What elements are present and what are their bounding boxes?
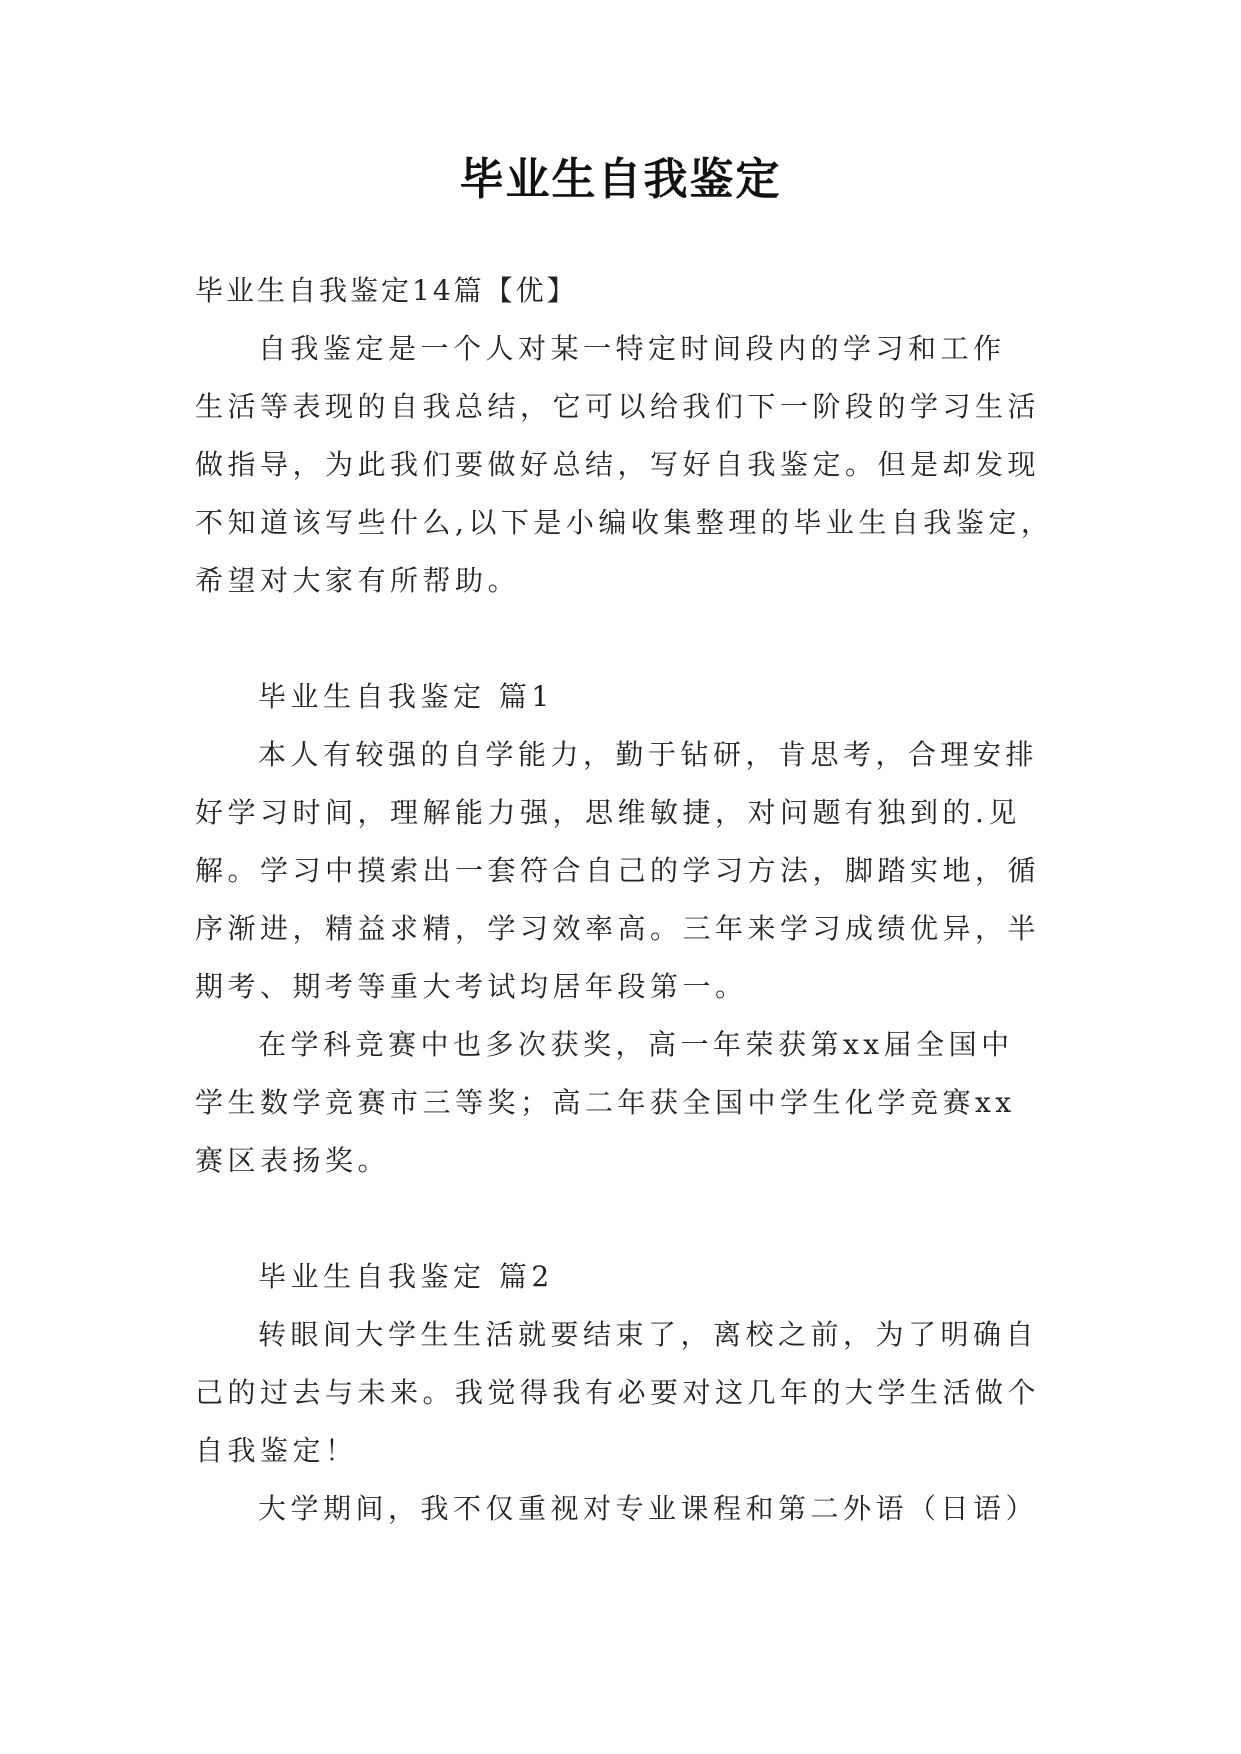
paragraph-line: 自我鉴定！ xyxy=(195,1434,358,1467)
intro-paragraph xyxy=(195,320,1054,610)
paragraph-line: 本人有较强的自学能力，勤于钻研，肯思考，合理安排 xyxy=(258,738,1039,771)
section2-paragraph-1 xyxy=(195,1306,1050,1480)
paragraph-line: 自我鉴定是一个人对某一特定时间段内的学习和工作 xyxy=(258,332,1006,365)
paragraph-line: 期考、期考等重大考试均居年段第一。 xyxy=(195,970,748,1003)
document-subtitle: 毕业生自我鉴定14篇【优】 xyxy=(195,274,578,307)
paragraph-line: 学生数学竞赛市三等奖；高二年获全国中学生化学竞赛xx xyxy=(195,1086,1016,1119)
section-heading: 毕业生自我鉴定 篇2 xyxy=(258,1260,554,1293)
section-heading: 毕业生自我鉴定 篇1 xyxy=(258,680,554,713)
paragraph-line: 赛区表扬奖。 xyxy=(195,1144,391,1177)
spacer xyxy=(195,1190,1050,1248)
paragraph-line: 生活等表现的自我总结，它可以给我们下一阶段的学习生活 xyxy=(195,390,1041,423)
paragraph-line: 解。学习中摸索出一套符合自己的学习方法，脚踏实地，循 xyxy=(195,854,1041,887)
paragraph-line: 转眼间大学生生活就要结束了，离校之前，为了明确自 xyxy=(258,1318,1039,1351)
section1-paragraph-2 xyxy=(195,1016,1050,1190)
paragraph-line: 序渐进，精益求精，学习效率高。三年来学习成绩优异，半 xyxy=(195,912,1041,945)
paragraph-line: 在学科竞赛中也多次获奖，高一年荣获第xx届全国中 xyxy=(258,1028,1014,1061)
paragraph-line: 己的过去与未来。我觉得我有必要对这几年的大学生活做个 xyxy=(195,1376,1041,1409)
paragraph-line: 不知道该写些什么,以下是小编收集整理的毕业生自我鉴定， xyxy=(195,506,1054,539)
section2-paragraph-2 xyxy=(195,1480,1050,1538)
paragraph-line: 好学习时间，理解能力强，思维敏捷，对问题有独到的.见 xyxy=(195,796,1021,829)
document-body xyxy=(195,262,1054,1538)
paragraph-line: 大学期间，我不仅重视对专业课程和第二外语（日语） xyxy=(258,1492,1039,1525)
paragraph-line: 希望对大家有所帮助。 xyxy=(195,564,521,597)
spacer xyxy=(195,610,1050,668)
paragraph-line: 做指导，为此我们要做好总结，写好自我鉴定。但是却发现 xyxy=(195,448,1041,481)
section1-paragraph-1 xyxy=(195,726,1050,1016)
document-title: 毕业生自我鉴定 xyxy=(459,154,782,205)
